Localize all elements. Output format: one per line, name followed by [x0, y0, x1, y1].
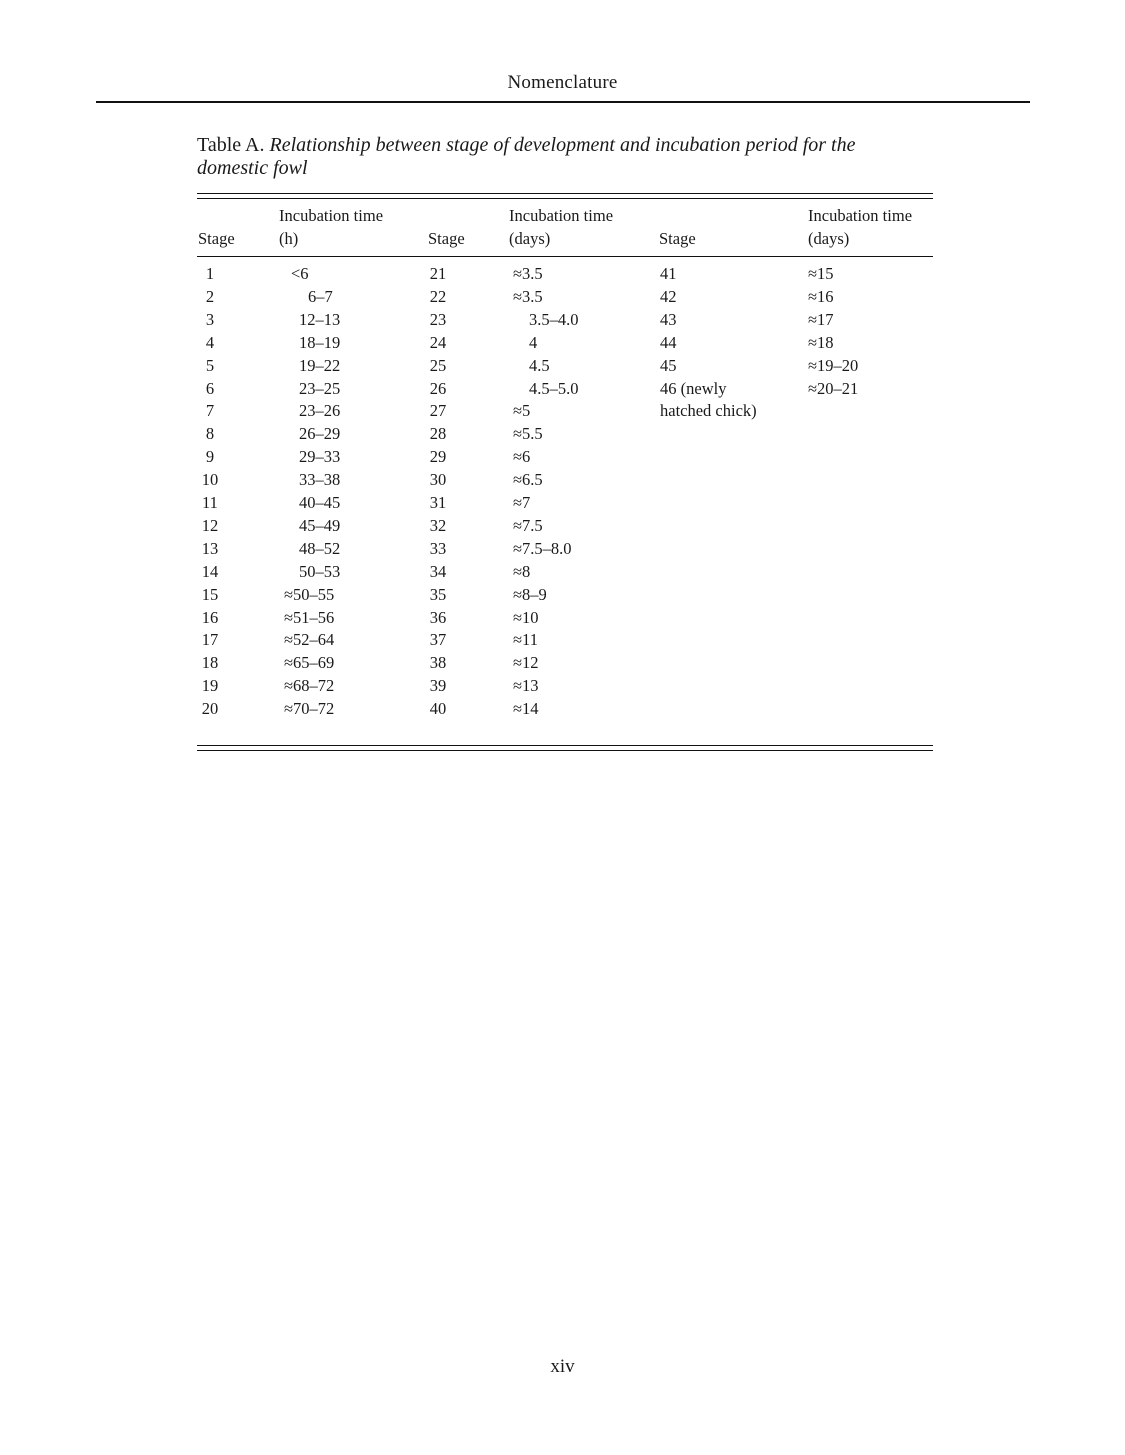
stage-cell: 17	[201, 630, 219, 650]
incubation-days-cell: ≈6	[513, 447, 531, 467]
incubation-days-cell: ≈8	[513, 561, 531, 581]
stage-cell: hatched chick)	[660, 401, 757, 421]
incubation-days-cell: ≈13	[513, 676, 539, 696]
header-rule-below	[197, 256, 933, 257]
stage-cell: 37	[429, 630, 447, 650]
stage-cell: 33	[429, 538, 447, 558]
incubation-days-cell: 4.5	[529, 355, 550, 375]
incubation-days-cell: ≈19–20	[808, 355, 859, 375]
stage-cell: 25	[429, 355, 447, 375]
incubation-days-cell: ≈7.5	[513, 515, 543, 535]
incubation-days-cell: ≈3.5	[513, 286, 543, 306]
incubation-hours-cell: ≈65–69	[284, 653, 335, 673]
header-incubation-days-2-line1: Incubation time	[808, 206, 913, 225]
incubation-hours-cell: 50–53	[299, 561, 341, 581]
incubation-hours-cell: <6	[291, 264, 309, 283]
incubation-hours-cell: 29–33	[299, 447, 341, 467]
header-rule	[96, 101, 1030, 103]
stage-cell: 18	[201, 653, 219, 673]
stage-cell: 1	[205, 264, 215, 283]
header-incubation-days-2-unit: (days)	[808, 229, 850, 248]
incubation-hours-cell: 26–29	[299, 424, 341, 444]
incubation-days-cell: ≈15	[808, 264, 834, 283]
running-head: Nomenclature	[507, 72, 618, 93]
incubation-hours-cell: 23–26	[299, 401, 341, 421]
incubation-days-cell: 4.5–5.0	[529, 378, 579, 398]
incubation-days-cell: ≈5.5	[513, 424, 543, 444]
stage-cell: 10	[201, 470, 219, 490]
stage-cell: 46 (newly	[660, 378, 727, 398]
incubation-days-cell: ≈17	[808, 309, 834, 329]
stage-cell: 14	[201, 561, 219, 581]
header-incubation-h-line1: Incubation time	[279, 206, 384, 225]
incubation-hours-cell: ≈51–56	[284, 607, 335, 627]
stage-cell: 28	[429, 424, 447, 444]
stage-cell: 9	[205, 447, 215, 467]
stage-cell: 32	[429, 515, 447, 535]
caption-label: Table A.	[197, 134, 265, 156]
stage-cell: 8	[205, 424, 215, 444]
incubation-days-cell: 3.5–4.0	[529, 309, 579, 329]
stage-cell: 6	[205, 378, 215, 398]
stage-cell: 3	[205, 309, 215, 329]
stage-cell: 27	[429, 401, 447, 421]
table-bottom-rule	[197, 745, 933, 751]
stage-cell: 38	[429, 653, 447, 673]
incubation-hours-cell: 48–52	[299, 538, 341, 558]
incubation-hours-cell: ≈68–72	[284, 676, 335, 696]
table-top-rule	[197, 193, 933, 199]
stage-cell: 39	[429, 676, 447, 696]
stage-cell: 41	[660, 264, 677, 283]
stage-cell: 20	[201, 699, 219, 719]
stage-cell: 12	[201, 515, 219, 535]
incubation-hours-cell: 19–22	[299, 355, 341, 375]
stage-cell: 4	[205, 332, 215, 352]
stage-cell: 23	[429, 309, 447, 329]
table-caption	[197, 134, 897, 180]
incubation-days-cell: ≈6.5	[513, 470, 543, 490]
header-incubation-days-1-line1: Incubation time	[509, 206, 614, 225]
stage-cell: 15	[201, 584, 219, 604]
incubation-days-cell: ≈18	[808, 332, 834, 352]
stage-cell: 30	[429, 470, 447, 490]
page-number: xiv	[550, 1356, 575, 1377]
incubation-days-cell: ≈3.5	[513, 264, 543, 283]
incubation-hours-cell: 33–38	[299, 470, 341, 490]
stage-cell: 7	[205, 401, 215, 421]
stage-cell: 21	[429, 264, 447, 283]
incubation-days-cell: ≈14	[513, 699, 539, 719]
stage-cell: 35	[429, 584, 447, 604]
stage-cell: 13	[201, 538, 219, 558]
stage-cell: 34	[429, 561, 447, 581]
incubation-days-cell: ≈12	[513, 653, 539, 673]
incubation-hours-cell: ≈52–64	[284, 630, 335, 650]
header-stage-2: Stage	[428, 229, 465, 248]
caption-text: Relationship between stage of development and incubation period for the domestic fowl	[197, 134, 856, 179]
stage-cell: 24	[429, 332, 447, 352]
stage-cell: 36	[429, 607, 447, 627]
stage-cell: 26	[429, 378, 447, 398]
incubation-hours-cell: 12–13	[299, 309, 341, 329]
header-incubation-h-unit: (h)	[279, 229, 299, 248]
incubation-days-cell: ≈5	[513, 401, 531, 421]
incubation-hours-cell: 23–25	[299, 378, 341, 398]
incubation-days-cell: ≈7.5–8.0	[513, 538, 572, 558]
stage-cell: 5	[205, 355, 215, 375]
header-stage-3: Stage	[659, 229, 696, 248]
stage-cell: 22	[429, 286, 447, 306]
incubation-days-cell: ≈20–21	[808, 378, 859, 398]
incubation-hours-cell: 40–45	[299, 493, 341, 512]
incubation-days-cell: ≈8–9	[513, 584, 547, 604]
stage-cell: 40	[429, 699, 447, 719]
stage-cell: 11	[202, 493, 218, 512]
stage-cell: 16	[201, 607, 219, 627]
incubation-hours-cell: ≈50–55	[284, 584, 335, 604]
stage-cell: 43	[660, 309, 677, 329]
stage-cell: 19	[201, 676, 219, 696]
incubation-hours-cell: ≈70–72	[284, 699, 335, 719]
header-incubation-days-1-unit: (days)	[509, 229, 551, 248]
incubation-hours-cell: 18–19	[299, 332, 341, 352]
stage-cell: 31	[429, 493, 447, 512]
stage-cell: 2	[205, 286, 215, 306]
stage-cell: 29	[429, 447, 447, 467]
stage-cell: 45	[660, 355, 677, 375]
incubation-days-cell: ≈11	[513, 630, 538, 650]
incubation-hours-cell: 6–7	[308, 286, 333, 306]
incubation-hours-cell: 45–49	[299, 515, 341, 535]
stage-cell: 42	[660, 286, 677, 306]
incubation-days-cell: ≈10	[513, 607, 539, 627]
stage-cell: 44	[660, 332, 677, 352]
incubation-days-cell: ≈16	[808, 286, 834, 306]
header-stage-1: Stage	[198, 229, 235, 248]
incubation-days-cell: ≈7	[513, 493, 531, 512]
incubation-days-cell: 4	[529, 332, 538, 352]
